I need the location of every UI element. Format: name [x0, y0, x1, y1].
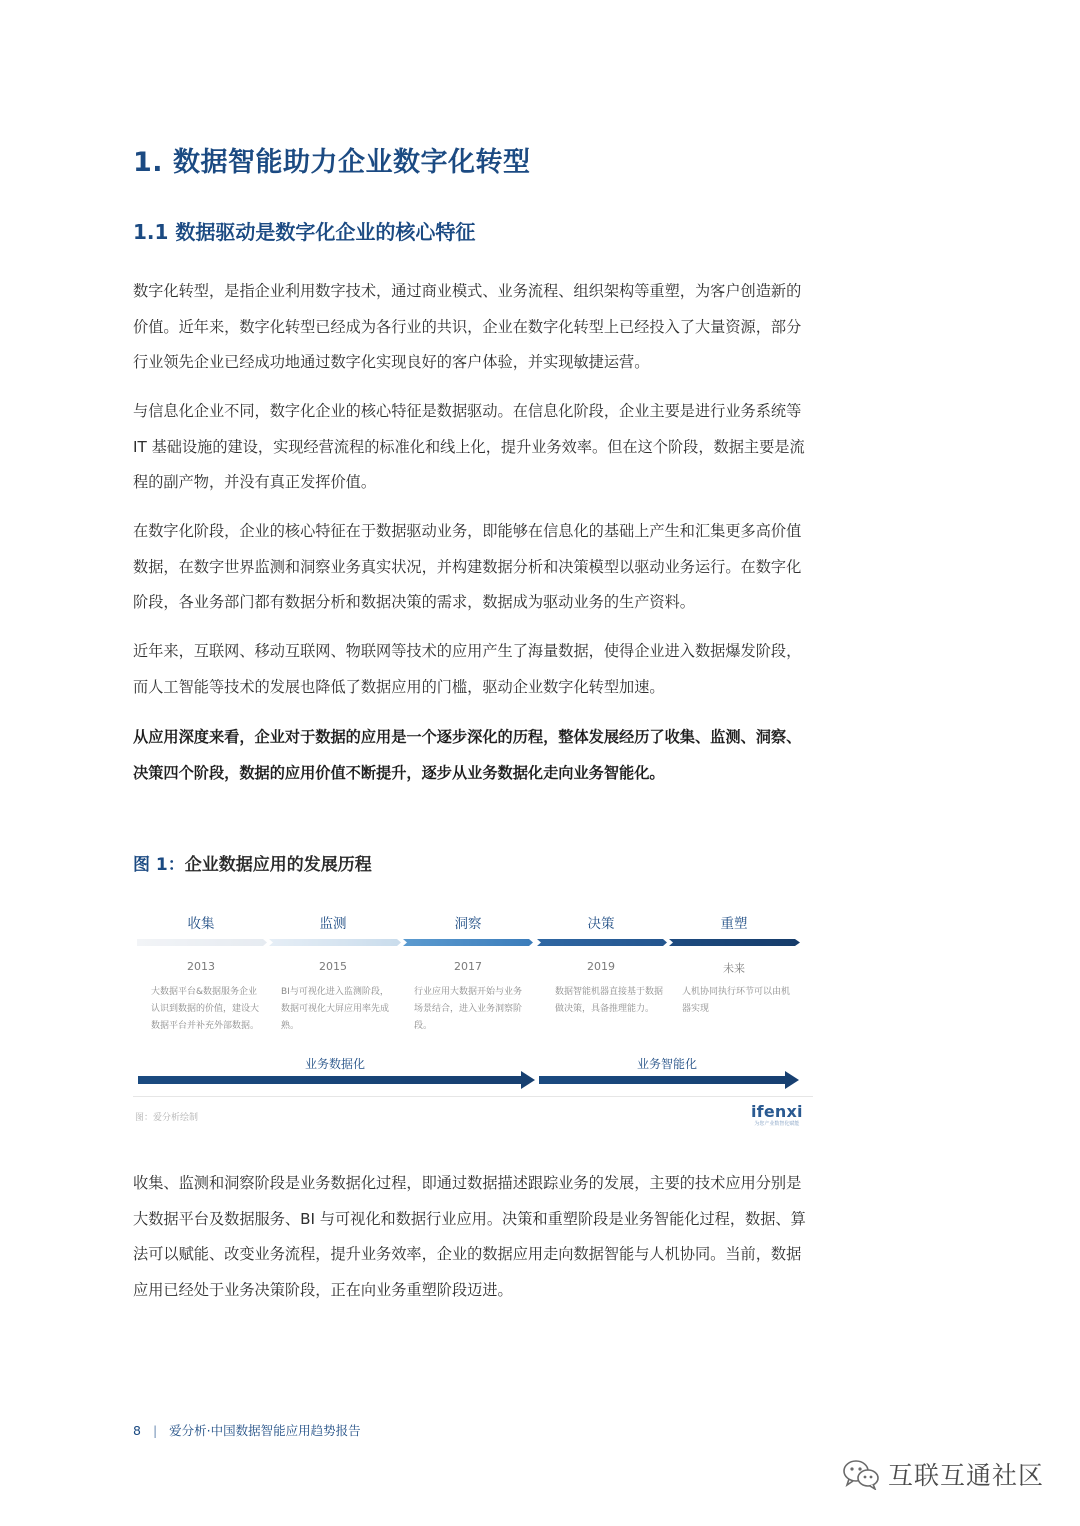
timeline-figure: [133, 900, 813, 1140]
subsection-heading: [133, 216, 475, 245]
figure-source: 图：爱分析绘制: [135, 1113, 199, 1123]
paragraph-2: 与信息化企业不同，数字化企业的核心特征是数据驱动。在信息化阶段，企业主要是进行业务系统等 IT 基础设施的建设，实现经营流程的标准化和线上化，提升业务效率。但在这个阶段，数据主要是流程的副产物，并没有真正发挥价值。: [133, 402, 805, 491]
paragraph-emphasis: 从应用深度来看，企业对于数据的应用是一个逐步深化的历程，整体发展经历了收集、监测、洞察、决策四个阶段，数据的应用价值不断提升，逐步从业务数据化走向业务智能化。: [133, 728, 802, 782]
section-heading: [133, 140, 530, 179]
stage-year: 2019: [587, 960, 615, 973]
stage-description: 数据智能机器直接基于数据做决策，具备推理能力。: [555, 987, 664, 1014]
phase-arrow-intelligence: [539, 1071, 799, 1089]
phase-label: 业务智能化: [636, 1057, 697, 1071]
stage-year: 未来: [723, 962, 745, 975]
subsection-title: 数据驱动是数字化企业的核心特征: [175, 220, 476, 244]
stage-year: 2013: [187, 960, 215, 973]
stage-description: 行业应用大数据开始与业务场景结合，进入业务洞察阶段。: [414, 987, 523, 1031]
page-number: 8: [133, 1423, 141, 1438]
stage-year: 2015: [319, 960, 347, 973]
wechat-icon: [842, 1458, 880, 1490]
phase-label: 业务数据化: [304, 1057, 365, 1071]
stage-name: 重塑: [720, 916, 748, 932]
figure-title: [133, 850, 372, 875]
paragraph-4: 近年来，互联网、移动互联网、物联网等技术的应用产生了海量数据，使得企业进入数据爆发阶段，而人工智能等技术的发展也降低了数据应用的门槛，驱动企业数字化转型加速。: [133, 642, 802, 696]
watermark-text: 互联互通社区: [888, 1461, 1045, 1490]
stage-bar-reshape: [669, 939, 800, 946]
phase-arrow-digitization: [138, 1071, 535, 1089]
stage-name: 洞察: [454, 916, 482, 932]
figure-divider: [133, 1096, 813, 1097]
stage-name: 监测: [319, 916, 347, 932]
logo-tagline: 为您产业数智化赋能: [754, 1121, 800, 1127]
page-footer: [133, 1421, 361, 1439]
stage-name: 收集: [187, 916, 215, 932]
watermark: [842, 1456, 1044, 1492]
figure-caption: 企业数据应用的发展历程: [184, 855, 372, 875]
paragraph-1: 数字化转型，是指企业利用数字技术，通过商业模式、业务流程、组织架构等重塑，为客户创造新的价值。近年来，数字化转型已经成为各行业的共识，企业在数字化转型上已经投入了大量资源，部分行业领先企业已经成功地通过数字化实现良好的客户体验，并实现敏捷运营。: [133, 282, 802, 371]
logo-word: ifenxi: [751, 1102, 803, 1121]
ifenxi-logo: [751, 1104, 803, 1127]
stage-description: 人机协同执行环节可以由机器实现: [682, 987, 791, 1014]
subsection-number: 1.1: [133, 220, 169, 244]
stage-name: 决策: [587, 916, 615, 932]
stage-bar-collect: [137, 939, 267, 946]
closing-paragraph: 收集、监测和洞察阶段是业务数据化过程，即通过数据描述跟踪业务的发展，主要的技术应用分别是大数据平台及数据服务、BI 与可视化和数据行业应用。决策和重塑阶段是业务智能化过程，数据、算法可以赋能、改变业务流程，提升业务效率，企业的数据应用走向数据智能与人机协同。当前，数据应用已经处于业务决策阶段，正在向业务重塑阶段迈进。: [133, 1174, 806, 1299]
stage-bar-insight: [403, 939, 533, 946]
footer-separator: |: [152, 1423, 158, 1438]
report-title: 爱分析·中国数据智能应用趋势报告: [169, 1423, 361, 1438]
section-title: 数据智能助力企业数字化转型: [172, 147, 531, 178]
section-number: 1.: [133, 147, 164, 178]
stage-year: 2017: [454, 960, 482, 973]
stage-bar-monitor: [269, 939, 401, 946]
stage-description: BI与可视化进入监测阶段，数据可视化大屏应用率先成熟。: [281, 987, 390, 1031]
stage-bar-decision: [537, 939, 667, 946]
figure-number: 图 1：: [133, 855, 185, 875]
stage-description: 大数据平台&数据服务企业认识到数据的价值，建设大数据平台并补充外部数据。: [151, 987, 260, 1031]
paragraph-3: 在数字化阶段，企业的核心特征在于数据驱动业务，即能够在信息化的基础上产生和汇集更多高价值数据，在数字世界监测和洞察业务真实状况，并构建数据分析和决策模型以驱动业务运行。在数字化阶段，各业务部门都有数据分析和数据决策的需求，数据成为驱动业务的生产资料。: [133, 522, 802, 611]
